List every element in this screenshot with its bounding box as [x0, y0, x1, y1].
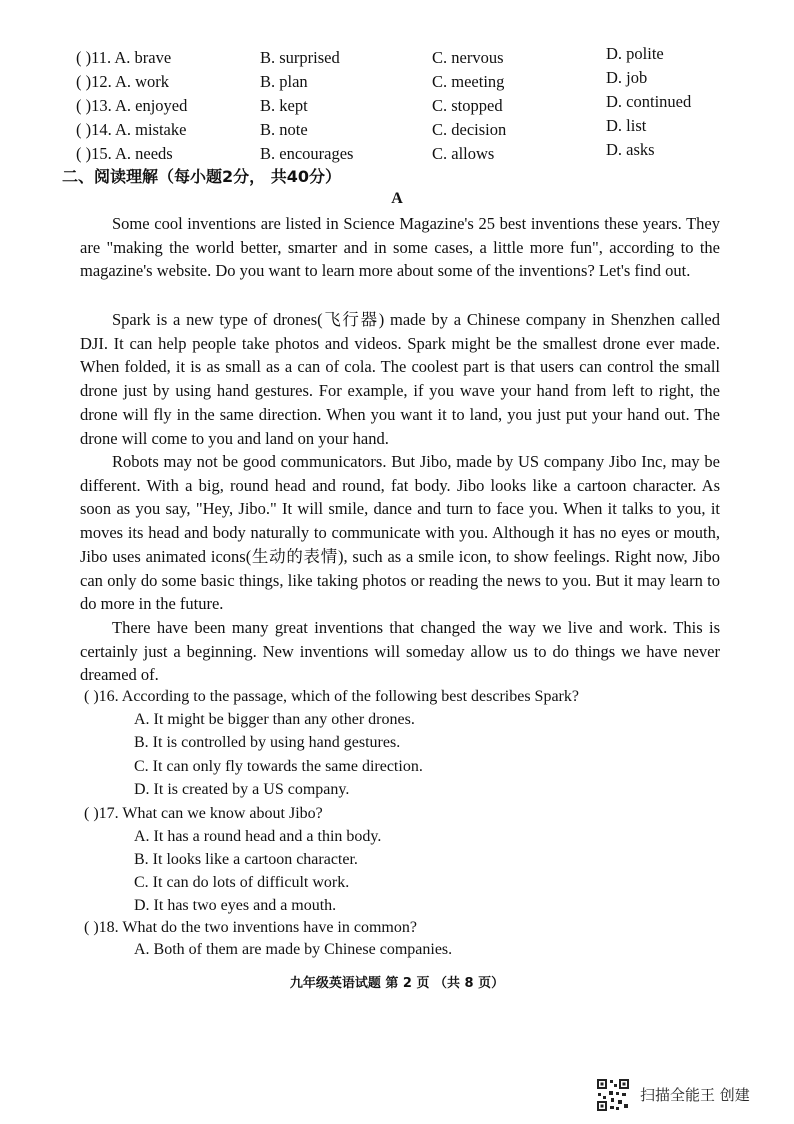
- cloze-question: ( )14. A. mistake: [76, 120, 187, 139]
- section-title: 二、阅读理解（每小题2分， 共40分）: [62, 167, 341, 186]
- paragraph-2: Spark is a new type of drones(飞行器) made by a Chinese company in Shenzhen called DJI. It can help people take photos and videos. Spark might be the smallest drone ever made. When folded, it is as small as a can of cola. The coolest part is that users can control the small drone just by using hand gestures. For example, if you wave your hand from left to right, the drone will fly in the same direction. When you want it to land, you just put your hand out. The drone will come to you and land on your hand.: [80, 310, 720, 448]
- paragraph-3: Robots may not be good communicators. But Jibo, made by US company Jibo Inc, may be different. With a big, round head and round, fat body. Jibo looks like a cartoon character. As soon as you say, "Hey, Jibo." It will smile, dance and turn to face you. When it talks to you, it moves its head and body naturally to communicate with you. Although it has no eyes or mouth, Jibo uses animated icons(生动的表情), such as a smile icon, to show feelings. Right now, Jibo can only do some basic things, like taking photos or reading the news to you. But it may learn to do more in the future.: [80, 452, 720, 614]
- question-17-option-a: A. It has a round head and a thin body.: [134, 828, 382, 845]
- question-18-option-a: A. Both of them are made by Chinese companies.: [134, 941, 453, 958]
- question-16-option-c: C. It can only fly towards the same direction.: [134, 758, 423, 775]
- passage-label: A: [391, 190, 403, 207]
- question-17-option-d: D. It has two eyes and a mouth.: [134, 897, 337, 914]
- cloze-question: ( )12. A. work: [76, 72, 170, 91]
- cloze-row-13: [0, 92, 794, 120]
- cloze-option-c: C. nervous: [432, 48, 504, 67]
- question-16: ( )16. According to the passage, which of the following best describes Spark?: [84, 688, 579, 705]
- paragraph-4: There have been many great inventions that changed the way we live and work. This is certainly just a beginning. New inventions will someday allow us to do things we have never dreamed of.: [80, 618, 720, 685]
- cloze-option-d: D. job: [606, 68, 648, 87]
- cloze-option-c: C. stopped: [432, 96, 503, 115]
- cloze-option-b: B. note: [260, 120, 308, 139]
- paragraph-1: Some cool inventions are listed in Science Magazine's 25 best inventions these years. They are "making the world better, smarter and in some cases, a little more fun", according to the magazine's website. Do you want to learn more about some of the inventions? Let's find out.: [80, 214, 720, 281]
- cloze-question: ( )15. A. needs: [76, 144, 173, 163]
- cloze-option-b: B. plan: [260, 72, 308, 91]
- page-footer: 九年级英语试题 第 2 页 （共 8 页）: [289, 976, 505, 991]
- scanner-watermark: 扫描全能王 创建: [640, 1086, 750, 1104]
- question-17: ( )17. What can we know about Jibo?: [84, 805, 323, 822]
- question-18: ( )18. What do the two inventions have in common?: [84, 919, 417, 936]
- cloze-option-b: B. kept: [260, 96, 308, 115]
- qr-code-icon: [596, 1078, 630, 1112]
- question-17-option-b: B. It looks like a cartoon character.: [134, 851, 358, 868]
- cloze-option-b: B. surprised: [260, 48, 340, 67]
- cloze-option-c: C. meeting: [432, 72, 505, 91]
- cloze-row-14: [0, 116, 794, 144]
- question-16-option-a: A. It might be bigger than any other drones.: [134, 711, 415, 728]
- question-17-option-c: C. It can do lots of difficult work.: [134, 874, 350, 891]
- question-16-option-b: B. It is controlled by using hand gestures.: [134, 734, 401, 751]
- cloze-option-d: D. polite: [606, 44, 664, 63]
- cloze-option-d: D. asks: [606, 140, 655, 159]
- cloze-option-c: C. decision: [432, 120, 507, 139]
- question-16-option-d: D. It is created by a US company.: [134, 781, 350, 798]
- cloze-question: ( )11. A. brave: [76, 48, 172, 67]
- cloze-option-d: D. continued: [606, 92, 692, 111]
- cloze-option-c: C. allows: [432, 144, 495, 163]
- cloze-question: ( )13. A. enjoyed: [76, 96, 188, 115]
- cloze-option-d: D. list: [606, 116, 647, 135]
- cloze-option-b: B. encourages: [260, 144, 354, 163]
- cloze-row-11: [0, 44, 794, 72]
